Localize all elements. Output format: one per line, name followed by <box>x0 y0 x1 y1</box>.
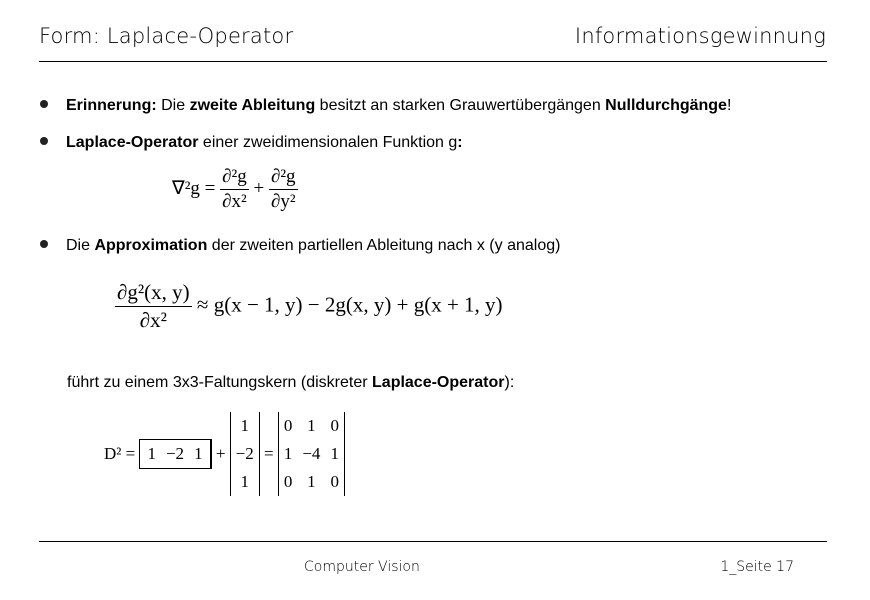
bullet-text <box>66 237 560 254</box>
fraction-numerator: ∂g²(x, y) <box>115 280 192 307</box>
fraction-derivative <box>115 280 192 333</box>
text-run: führt zu einem 3x3-Faltungskern (diskreter <box>67 374 373 391</box>
bullet-text <box>66 97 731 114</box>
bullet-item-approximation <box>40 236 560 256</box>
formula-lhs: ∇²g = <box>172 177 216 199</box>
kernel-description <box>67 374 514 392</box>
column-vector-cell: 1 <box>240 472 249 491</box>
column-vector <box>230 412 260 496</box>
matrix-cell: 1 <box>330 444 339 463</box>
row-vector-cell: 1 <box>194 444 203 463</box>
bullet-dot <box>40 100 48 108</box>
formula-laplace <box>172 166 298 213</box>
text-run: ! <box>726 97 732 114</box>
fraction-numerator: ∂²g <box>269 166 298 190</box>
fraction-numerator: ∂²g <box>220 166 249 190</box>
matrix-cell: 0 <box>283 472 293 491</box>
row-vector <box>139 439 211 469</box>
header-right-title: Informationsgewinnung <box>574 24 826 48</box>
formula-kernel <box>104 412 345 496</box>
matrix-cell: 1 <box>283 444 293 463</box>
bold-text-run: Approximation <box>94 237 208 254</box>
text-run: besitzt an starken Grauwertübergängen <box>315 97 606 114</box>
header-left-title: Form: Laplace-Operator <box>39 24 294 48</box>
fraction-denominator: ∂y² <box>270 191 296 212</box>
bullet-dot <box>40 240 48 248</box>
header-rule <box>39 61 827 62</box>
bullet-item-laplace <box>40 133 463 153</box>
matrix-cell: 1 <box>307 416 316 435</box>
row-vector-cell: 1 <box>147 444 156 463</box>
equals-sign: = <box>264 444 274 463</box>
bullet-item-reminder <box>40 96 731 116</box>
text-run: Die <box>66 237 95 254</box>
matrix-cell: 0 <box>283 416 293 435</box>
kernel-lhs: D² = <box>104 444 136 463</box>
formula-approximation <box>115 280 503 333</box>
matrix-cell: 1 <box>307 472 316 491</box>
text-run: Die <box>156 97 190 114</box>
bold-text-run: Laplace-Operator <box>66 134 199 151</box>
bold-text-run: Erinnerung: <box>66 97 157 114</box>
fraction-term1 <box>220 166 249 213</box>
fraction-term2 <box>269 166 298 213</box>
footer-rule <box>39 541 827 542</box>
laplace-kernel-matrix <box>278 412 345 496</box>
footer-course-title: Computer Vision <box>304 559 420 575</box>
matrix-cell: −4 <box>302 444 321 463</box>
row-vector-cell: −2 <box>165 444 185 463</box>
column-vector-cell: 1 <box>240 416 249 435</box>
text-run: der zweiten partiellen Ableitung nach x (y analog) <box>207 237 561 254</box>
kernel-text <box>67 374 514 391</box>
fraction-denominator: ∂x² <box>139 308 167 332</box>
plus-sign: + <box>215 444 226 463</box>
matrix-cell: 0 <box>330 416 339 435</box>
formula-rhs: ≈ g(x − 1, y) − 2g(x, y) + g(x + 1, y) <box>196 292 503 317</box>
column-vector-cell: −2 <box>235 444 254 463</box>
footer-page-number: 1_Seite 17 <box>720 559 794 575</box>
bold-text-run: zweite Ableitung <box>189 97 316 114</box>
text-run: ): <box>504 374 515 391</box>
text-run: einer zweidimensionalen Funktion g <box>198 134 458 151</box>
bullet-dot <box>40 137 48 145</box>
matrix-cell: 0 <box>330 472 339 491</box>
bold-text-run: Laplace-Operator <box>372 374 505 391</box>
bold-text-run: : <box>457 134 463 151</box>
bullet-text <box>66 134 463 151</box>
plus-sign: + <box>253 177 265 199</box>
bold-text-run: Nulldurchgänge <box>605 97 727 114</box>
fraction-denominator: ∂x² <box>222 191 247 212</box>
